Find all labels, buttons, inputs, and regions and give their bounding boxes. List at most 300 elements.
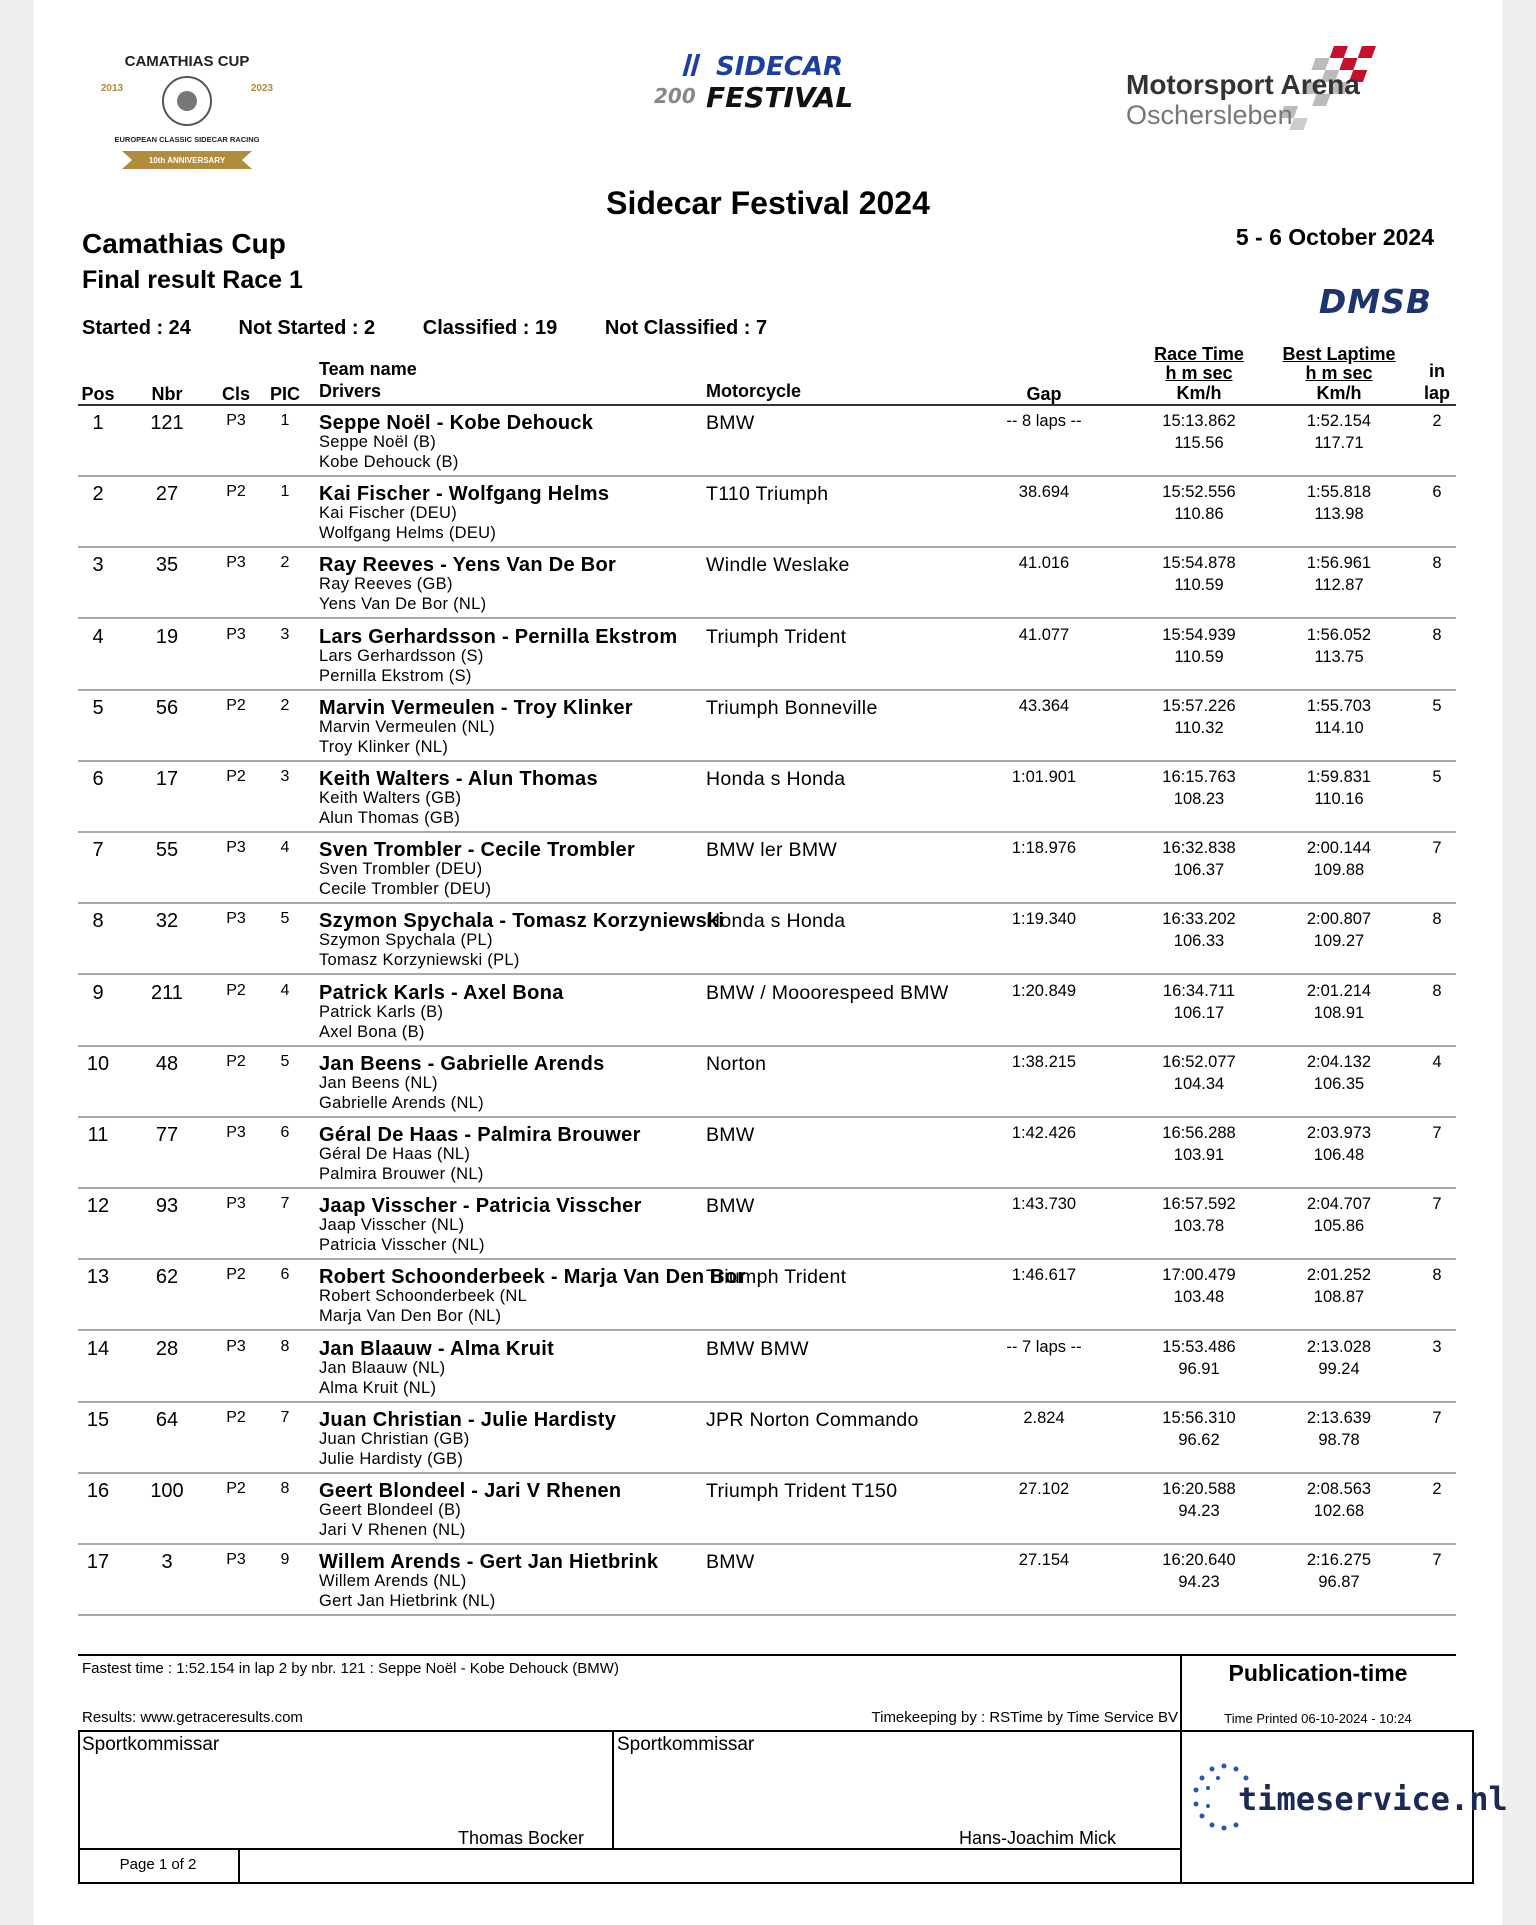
row-nbr: 28 <box>155 1337 179 1360</box>
row-nbr: 48 <box>155 1052 179 1075</box>
row-team-name: Patrick Karls - Axel Bona <box>319 981 564 1004</box>
row-best-speed: 106.48 <box>1313 1146 1365 1164</box>
header-in: in <box>1429 361 1445 381</box>
row-motorcycle: BMW / Mooorespeed BMW <box>706 981 949 1004</box>
row-gap: 41.077 <box>1018 625 1070 644</box>
row-best-lap: 2:00.807 <box>1306 910 1372 929</box>
row-gap: 41.016 <box>1018 554 1070 573</box>
row-best-lap-number: 3 <box>1432 1337 1442 1356</box>
row-class: P2 <box>226 1052 246 1070</box>
row-gap: 1:01.901 <box>1011 768 1077 786</box>
motorsport-arena-logo <box>1124 42 1434 142</box>
row-best-lap-number: 7 <box>1432 1124 1442 1142</box>
row-team-name: Jaap Visscher - Patricia Visscher <box>319 1195 642 1218</box>
row-motorcycle: BMW BMW <box>706 1337 809 1360</box>
row-best-lap: 1:55.703 <box>1306 696 1372 715</box>
row-best-lap: 2:01.214 <box>1306 981 1372 1000</box>
row-driver-2: Alun Thomas (GB) <box>319 809 461 827</box>
signature-divider <box>612 1730 614 1848</box>
header-race-speed: Km/h <box>1176 383 1222 403</box>
row-pos: 13 <box>86 1266 110 1289</box>
table-row <box>34 620 1502 691</box>
page-cell-divider <box>238 1848 240 1882</box>
row-driver-2: Julie Hardisty (GB) <box>319 1449 464 1468</box>
sportkommissar-2-name: Hans-Joachim Mick <box>959 1828 1117 1848</box>
row-best-lap-number: 8 <box>1432 981 1442 1000</box>
row-driver-2: Jari V Rhenen (NL) <box>319 1521 466 1539</box>
row-driver-2: Patricia Visscher (NL) <box>319 1236 485 1255</box>
row-race-time: 15:54.878 <box>1162 554 1236 573</box>
row-driver-1: Robert Schoonderbeek (NL <box>319 1287 528 1306</box>
row-motorcycle: BMW <box>706 412 755 434</box>
row-team-name: Kai Fischer - Wolfgang Helms <box>319 483 610 506</box>
row-gap: 1:43.730 <box>1011 1195 1077 1214</box>
row-motorcycle: Windle Weslake <box>706 554 850 577</box>
row-class: P3 <box>226 412 246 429</box>
row-driver-1: Keith Walters (GB) <box>319 789 462 807</box>
row-pic: 8 <box>280 1480 290 1497</box>
row-pos: 11 <box>87 1124 109 1146</box>
row-driver-1: Lars Gerhardsson (S) <box>319 646 484 665</box>
classified-count: Classified : 19 <box>422 317 558 339</box>
svg-text:2013: 2013 <box>100 83 124 94</box>
row-race-speed: 103.78 <box>1173 1217 1225 1236</box>
row-best-lap-number: 7 <box>1432 1195 1442 1214</box>
row-nbr: 77 <box>155 1124 179 1146</box>
row-driver-1: Juan Christian (GB) <box>319 1429 470 1448</box>
row-class: P2 <box>226 981 246 999</box>
started-count: Started : 24 <box>82 317 191 339</box>
header-nbr: Nbr <box>151 384 183 404</box>
row-driver-2: Cecile Trombler (DEU) <box>319 880 492 899</box>
svg-text:2023: 2023 <box>250 83 274 94</box>
row-race-time: 16:20.588 <box>1162 1480 1236 1498</box>
row-pic: 7 <box>280 1408 290 1426</box>
svg-text:Motorsport Arena: Motorsport Arena <box>1126 69 1360 100</box>
row-motorcycle: Honda s Honda <box>706 910 846 933</box>
row-class: P3 <box>226 1551 246 1569</box>
row-race-time: 16:52.077 <box>1162 1052 1236 1071</box>
row-best-lap-number: 8 <box>1432 625 1442 644</box>
row-nbr: 93 <box>155 1195 179 1218</box>
row-best-speed: 109.27 <box>1313 932 1365 951</box>
row-best-lap: 2:16.275 <box>1306 1551 1372 1570</box>
row-divider <box>78 1614 1456 1616</box>
row-race-speed: 94.23 <box>1178 1502 1220 1520</box>
dmsb-logo: DMSB <box>1318 282 1432 321</box>
row-best-lap-number: 5 <box>1432 768 1442 786</box>
row-driver-2: Kobe Dehouck (B) <box>319 453 459 471</box>
row-best-lap-number: 7 <box>1432 1551 1442 1570</box>
row-best-lap-number: 8 <box>1432 910 1442 929</box>
table-row <box>34 406 1502 477</box>
row-pic: 1 <box>280 412 290 429</box>
row-best-speed: 114.10 <box>1314 718 1364 737</box>
row-best-lap: 2:04.707 <box>1306 1195 1372 1214</box>
row-pic: 8 <box>280 1337 290 1355</box>
header-cls: Cls <box>221 384 250 404</box>
row-pos: 9 <box>92 981 104 1004</box>
cup-title: Camathias Cup <box>82 228 286 259</box>
page-number: Page 1 of 2 <box>119 1856 197 1873</box>
row-race-time: 15:56.310 <box>1162 1408 1236 1427</box>
row-race-time: 15:13.862 <box>1162 412 1236 430</box>
header-race-time: Race Time <box>1154 344 1244 364</box>
row-race-time: 15:57.226 <box>1162 696 1236 715</box>
table-row <box>34 976 1502 1047</box>
row-motorcycle: Norton <box>706 1052 767 1075</box>
row-race-speed: 115.56 <box>1174 434 1224 452</box>
publication-time: Publication-time <box>1228 1660 1408 1686</box>
row-race-speed: 106.33 <box>1173 932 1225 951</box>
row-pos: 7 <box>92 839 104 862</box>
camathias-cup-logo <box>82 36 292 176</box>
table-row <box>34 833 1502 904</box>
row-pic: 5 <box>280 1052 290 1070</box>
row-best-speed: 105.86 <box>1313 1217 1365 1236</box>
row-team-name: Seppe Noël - Kobe Dehouck <box>319 412 594 434</box>
row-team-name: Ray Reeves - Yens Van De Bor <box>319 554 617 577</box>
row-best-speed: 117.71 <box>1314 434 1364 452</box>
row-race-time: 15:54.939 <box>1162 625 1236 644</box>
table-row <box>34 1332 1502 1403</box>
row-nbr: 56 <box>155 696 179 719</box>
row-best-lap: 2:00.144 <box>1306 839 1372 858</box>
row-nbr: 121 <box>150 412 184 434</box>
row-gap: 1:42.426 <box>1011 1124 1077 1142</box>
results-page <box>34 0 1508 1925</box>
svg-text:FESTIVAL: FESTIVAL <box>706 81 854 114</box>
row-best-lap: 1:56.961 <box>1306 554 1372 573</box>
row-motorcycle: Triumph Bonneville <box>706 696 878 719</box>
row-pic: 4 <box>280 839 290 857</box>
svg-text:timeservice.nl: timeservice.nl <box>1238 1780 1508 1818</box>
row-best-lap-number: 6 <box>1432 483 1442 502</box>
row-driver-2: Yens Van De Bor (NL) <box>319 595 487 614</box>
row-team-name: Jan Beens - Gabrielle Arends <box>319 1052 605 1075</box>
table-row <box>34 477 1502 548</box>
row-best-lap-number: 7 <box>1432 1408 1442 1427</box>
row-best-speed: 113.98 <box>1314 505 1364 524</box>
sidecar-festival-logo <box>624 48 924 118</box>
timekeeping: Timekeeping by : RSTime by Time Service BV <box>871 1709 1178 1726</box>
row-best-speed: 106.35 <box>1313 1074 1365 1093</box>
row-best-speed: 108.91 <box>1313 1003 1365 1022</box>
row-best-speed: 99.24 <box>1318 1359 1360 1378</box>
table-row <box>34 762 1502 833</box>
row-driver-2: Alma Kruit (NL) <box>319 1378 437 1397</box>
row-class: P3 <box>226 839 246 857</box>
row-pos: 14 <box>86 1337 110 1360</box>
row-pos: 3 <box>92 554 104 577</box>
row-driver-1: Willem Arends (NL) <box>319 1572 467 1591</box>
row-pic: 2 <box>280 696 290 714</box>
header-pos: Pos <box>81 384 115 404</box>
row-team-name: Keith Walters - Alun Thomas <box>319 768 598 790</box>
row-team-name: Geert Blondeel - Jari V Rhenen <box>319 1480 622 1502</box>
row-race-speed: 94.23 <box>1178 1573 1220 1592</box>
row-best-lap-number: 8 <box>1432 1266 1442 1285</box>
row-gap: -- 7 laps -- <box>1006 1337 1082 1356</box>
row-race-time: 16:20.640 <box>1162 1551 1236 1570</box>
row-nbr: 19 <box>155 625 179 648</box>
row-nbr: 64 <box>155 1408 179 1431</box>
row-best-lap-number: 5 <box>1432 696 1442 715</box>
row-race-speed: 110.59 <box>1174 576 1224 595</box>
row-driver-1: Kai Fischer (DEU) <box>319 504 458 523</box>
row-class: P2 <box>226 1266 246 1284</box>
table-row <box>34 1260 1502 1331</box>
time-printed: Time Printed 06-10-2024 - 10:24 <box>1224 1711 1412 1726</box>
svg-text:EUROPEAN CLASSIC SIDECAR RACIN: EUROPEAN CLASSIC SIDECAR RACING <box>114 135 260 144</box>
row-best-lap: 2:01.252 <box>1306 1266 1372 1285</box>
header-drivers: Drivers <box>319 381 382 401</box>
row-race-time: 15:52.556 <box>1162 483 1236 502</box>
table-row <box>34 1545 1502 1616</box>
row-motorcycle: BMW ler BMW <box>706 839 838 862</box>
row-class: P2 <box>226 696 246 714</box>
row-best-lap: 2:03.973 <box>1306 1124 1372 1142</box>
row-best-lap: 1:59.831 <box>1306 768 1372 786</box>
row-nbr: 17 <box>155 768 179 790</box>
row-race-time: 17:00.479 <box>1162 1266 1236 1285</box>
row-best-lap: 2:13.639 <box>1306 1408 1372 1427</box>
row-motorcycle: Honda s Honda <box>706 768 846 790</box>
row-nbr: 100 <box>150 1480 184 1502</box>
row-pos: 1 <box>92 412 104 434</box>
row-pic: 6 <box>280 1124 290 1141</box>
sportkommissar-2-label: Sportkommissar <box>617 1734 755 1755</box>
event-date: 5 - 6 October 2024 <box>1235 224 1434 250</box>
row-race-speed: 106.17 <box>1173 1003 1225 1022</box>
svg-text:10th ANNIVERSARY: 10th ANNIVERSARY <box>148 156 226 165</box>
row-driver-1: Patrick Karls (B) <box>319 1002 444 1021</box>
race-stats <box>82 317 809 340</box>
row-motorcycle: JPR Norton Commando <box>706 1408 919 1431</box>
row-team-name: Géral De Haas - Palmira Brouwer <box>319 1124 641 1146</box>
row-driver-1: Jan Blaauw (NL) <box>319 1358 446 1377</box>
header-motorcycle: Motorcycle <box>706 381 802 401</box>
row-pos: 5 <box>92 696 104 719</box>
row-race-time: 16:34.711 <box>1162 981 1236 1000</box>
sportkommissar-1-name: Thomas Bocker <box>458 1828 585 1848</box>
row-best-lap-number: 8 <box>1432 554 1442 573</box>
row-best-speed: 102.68 <box>1313 1502 1365 1520</box>
row-race-speed: 96.62 <box>1178 1430 1220 1449</box>
row-race-speed: 103.91 <box>1173 1146 1225 1164</box>
row-pos: 15 <box>86 1408 110 1431</box>
row-motorcycle: Triumph Trident <box>706 625 847 648</box>
page-title: Sidecar Festival 2024 <box>606 185 930 221</box>
row-team-name: Robert Schoonderbeek - Marja Van Den Bor <box>319 1266 746 1289</box>
row-team-name: Marvin Vermeulen - Troy Klinker <box>319 696 633 719</box>
row-driver-2: Marja Van Den Bor (NL) <box>319 1307 502 1326</box>
svg-text:200: 200 <box>654 84 696 108</box>
header-best-lap: Best Laptime <box>1282 344 1396 364</box>
row-class: P2 <box>226 1480 246 1497</box>
table-row <box>34 691 1502 762</box>
row-pic: 5 <box>280 910 290 928</box>
row-team-name: Lars Gerhardsson - Pernilla Ekstrom <box>319 625 678 648</box>
row-pic: 3 <box>280 625 290 643</box>
row-nbr: 55 <box>155 839 179 862</box>
row-driver-1: Geert Blondeel (B) <box>319 1501 462 1519</box>
row-nbr: 27 <box>155 483 179 506</box>
row-class: P3 <box>226 1195 246 1213</box>
header-gap: Gap <box>1026 384 1062 404</box>
row-motorcycle: Triumph Trident T150 <box>706 1480 898 1502</box>
row-nbr: 35 <box>155 554 179 577</box>
table-row <box>34 904 1502 975</box>
row-gap: -- 8 laps -- <box>1006 412 1082 430</box>
row-pic: 9 <box>280 1551 290 1569</box>
row-driver-1: Jan Beens (NL) <box>319 1073 438 1092</box>
row-race-time: 16:56.288 <box>1162 1124 1236 1142</box>
row-pos: 4 <box>92 625 104 648</box>
row-best-lap: 2:08.563 <box>1306 1480 1372 1498</box>
row-race-speed: 104.34 <box>1173 1074 1225 1093</box>
row-pos: 6 <box>92 768 104 790</box>
row-race-speed: 110.32 <box>1174 718 1224 737</box>
row-nbr: 32 <box>155 910 179 933</box>
row-gap: 27.154 <box>1018 1551 1070 1570</box>
row-race-time: 16:57.592 <box>1162 1195 1236 1214</box>
row-driver-1: Marvin Vermeulen (NL) <box>319 717 495 736</box>
table-row <box>34 1118 1502 1189</box>
row-pic: 2 <box>280 554 290 572</box>
row-gap: 27.102 <box>1018 1480 1070 1498</box>
row-driver-1: Jaap Visscher (NL) <box>319 1216 465 1235</box>
row-best-lap: 1:56.052 <box>1306 625 1372 644</box>
row-best-speed: 96.87 <box>1318 1573 1360 1592</box>
svg-text:SIDECAR: SIDECAR <box>716 52 843 82</box>
header-best-speed: Km/h <box>1316 383 1362 403</box>
row-nbr: 3 <box>161 1551 173 1574</box>
header-team: Team name <box>319 359 417 379</box>
row-best-speed: 98.78 <box>1318 1430 1360 1449</box>
row-best-lap: 2:04.132 <box>1306 1052 1372 1071</box>
row-class: P3 <box>226 554 246 572</box>
row-pic: 3 <box>280 768 290 785</box>
row-best-speed: 108.87 <box>1313 1288 1365 1307</box>
row-driver-2: Troy Klinker (NL) <box>319 737 449 756</box>
race-title: Final result Race 1 <box>82 266 303 294</box>
row-race-speed: 103.48 <box>1173 1288 1225 1307</box>
results-url[interactable]: Results: www.getraceresults.com <box>82 1709 303 1726</box>
row-class: P2 <box>226 768 246 785</box>
row-race-speed: 106.37 <box>1173 861 1225 880</box>
row-best-speed: 113.75 <box>1314 647 1364 666</box>
row-driver-2: Tomasz Korzyniewski (PL) <box>319 951 520 970</box>
row-gap: 1:18.976 <box>1011 839 1077 858</box>
row-best-lap: 1:55.818 <box>1306 483 1372 502</box>
row-driver-2: Gert Jan Hietbrink (NL) <box>319 1592 496 1611</box>
row-pos: 17 <box>86 1551 110 1574</box>
row-team-name: Sven Trombler - Cecile Trombler <box>319 839 636 862</box>
row-driver-1: Sven Trombler (DEU) <box>319 860 483 879</box>
row-gap: 1:20.849 <box>1011 981 1077 1000</box>
row-driver-2: Axel Bona (B) <box>319 1022 425 1041</box>
svg-text:CAMATHIAS CUP: CAMATHIAS CUP <box>124 53 250 70</box>
row-driver-1: Ray Reeves (GB) <box>319 575 453 594</box>
row-driver-1: Géral De Haas (NL) <box>319 1145 471 1163</box>
row-best-lap-number: 7 <box>1432 839 1442 858</box>
row-race-speed: 96.91 <box>1178 1359 1220 1378</box>
row-gap: 43.364 <box>1018 696 1070 715</box>
row-pos: 16 <box>86 1480 110 1502</box>
table-row <box>34 1189 1502 1260</box>
row-motorcycle: T110 Triumph <box>706 483 829 506</box>
row-best-lap-number: 4 <box>1432 1052 1442 1071</box>
header-race-time-unit: h m sec <box>1165 363 1233 383</box>
not-classified-count: Not Classified : 7 <box>604 317 768 339</box>
footer-divider <box>78 1654 1456 1656</box>
row-class: P2 <box>226 483 246 501</box>
table-row <box>34 1403 1502 1474</box>
header-pic: PIC <box>269 384 300 404</box>
row-best-speed: 110.16 <box>1314 790 1364 808</box>
row-race-time: 16:33.202 <box>1162 910 1236 929</box>
fastest-time: Fastest time : 1:52.154 in lap 2 by nbr. 121 : Seppe Noël - Kobe Dehouck (BMW) <box>82 1660 619 1677</box>
row-pic: 4 <box>280 981 290 999</box>
row-nbr: 62 <box>155 1266 179 1289</box>
row-pos: 12 <box>86 1195 110 1218</box>
row-best-lap: 2:13.028 <box>1306 1337 1372 1356</box>
row-best-speed: 109.88 <box>1313 861 1365 880</box>
row-race-time: 16:32.838 <box>1162 839 1236 858</box>
row-pos: 2 <box>92 483 104 506</box>
row-race-speed: 110.59 <box>1174 647 1224 666</box>
row-motorcycle: BMW <box>706 1551 755 1574</box>
row-driver-2: Gabrielle Arends (NL) <box>319 1093 484 1112</box>
row-class: P3 <box>226 1337 246 1355</box>
table-row <box>34 548 1502 619</box>
header-lap: lap <box>1423 383 1450 403</box>
row-gap: 1:46.617 <box>1011 1266 1077 1285</box>
row-best-lap-number: 2 <box>1432 412 1442 430</box>
table-row <box>34 1474 1502 1545</box>
not-started-count: Not Started : 2 <box>238 317 376 339</box>
row-best-lap: 1:52.154 <box>1306 412 1372 430</box>
row-race-time: 16:15.763 <box>1162 768 1236 786</box>
row-pos: 8 <box>92 910 104 933</box>
row-motorcycle: BMW <box>706 1195 755 1218</box>
row-driver-1: Seppe Noël (B) <box>319 433 437 451</box>
row-motorcycle: Triumph Trident <box>706 1266 847 1289</box>
row-driver-2: Palmira Brouwer (NL) <box>319 1165 484 1183</box>
row-gap: 2.824 <box>1023 1408 1065 1427</box>
row-driver-1: Szymon Spychala (PL) <box>319 931 493 950</box>
row-best-speed: 112.87 <box>1314 576 1364 595</box>
header-best-lap-unit: h m sec <box>1305 363 1373 383</box>
row-class: P3 <box>226 910 246 928</box>
row-pos: 10 <box>86 1052 110 1075</box>
row-gap: 1:38.215 <box>1011 1052 1077 1071</box>
table-row <box>34 1047 1502 1118</box>
row-driver-2: Pernilla Ekstrom (S) <box>319 666 472 685</box>
row-motorcycle: BMW <box>706 1124 755 1146</box>
row-class: P3 <box>226 1124 246 1141</box>
row-pic: 1 <box>280 483 290 501</box>
row-team-name: Szymon Spychala - Tomasz Korzyniewski <box>319 910 725 933</box>
svg-text:Oschersleben: Oschersleben <box>1126 100 1293 130</box>
row-gap: 1:19.340 <box>1011 910 1077 929</box>
row-team-name: Jan Blaauw - Alma Kruit <box>319 1337 555 1360</box>
row-gap: 38.694 <box>1018 483 1070 502</box>
timeservice-logo <box>1184 1758 1508 1838</box>
row-driver-2: Wolfgang Helms (DEU) <box>319 524 497 543</box>
row-best-lap-number: 2 <box>1432 1480 1442 1498</box>
